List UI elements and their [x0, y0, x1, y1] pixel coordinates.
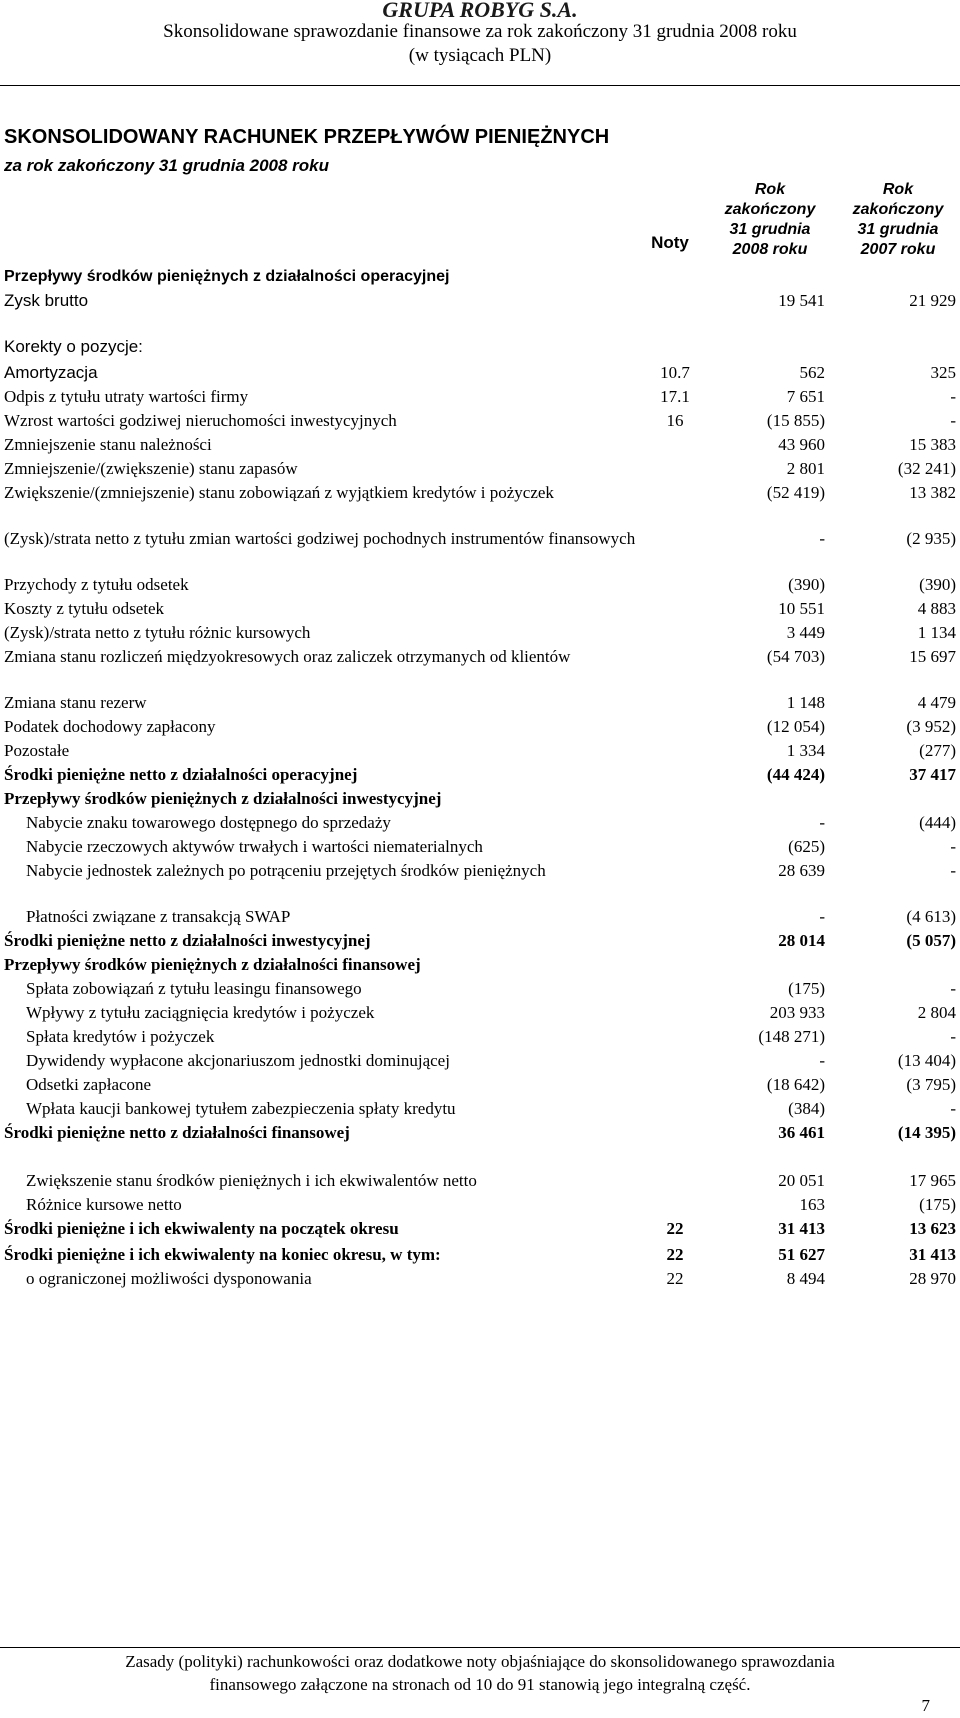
row-value-2007: (2 935) [906, 529, 956, 548]
row-label: Korekty o pozycje: [4, 337, 143, 356]
row-value-2008: - [819, 907, 825, 926]
row-value-2007: 15 697 [909, 647, 956, 666]
row-label: Zmiana stanu rezerw [4, 693, 147, 712]
column-header-2008-line: 2008 roku [732, 241, 808, 258]
row-value-2008: (54 703) [766, 647, 825, 666]
row-value-2007: 28 970 [909, 1269, 956, 1288]
row-value-2007: (14 395) [897, 1123, 956, 1142]
row-value-2007: 4 883 [917, 599, 956, 618]
row-value-2008: - [819, 529, 825, 548]
column-header-2008-line: zakończony [724, 201, 816, 218]
row-label: Przychody z tytułu odsetek [4, 575, 189, 594]
row-value-2008: 43 960 [778, 435, 825, 454]
row-value-2008: (15 855) [766, 411, 825, 430]
row-label: Pozostałe [4, 741, 70, 760]
row-value-2007: 13 382 [909, 483, 956, 502]
row-value-2008: 51 627 [778, 1245, 825, 1264]
row-value-2008: 1 148 [786, 693, 825, 712]
row-value-2007: 1 134 [917, 623, 956, 642]
row-value-2007: (3 795) [906, 1075, 956, 1094]
row-note: 22 [666, 1245, 684, 1264]
row-label: Nabycie znaku towarowego dostępnego do sprzedaży [26, 813, 391, 832]
row-value-2008: (18 642) [766, 1075, 825, 1094]
row-label: Zysk brutto [4, 291, 89, 310]
row-value-2007: - [950, 861, 956, 880]
page-footer [20, 1650, 940, 1696]
row-value-2007: - [950, 1027, 956, 1046]
row-value-2007: - [950, 411, 956, 430]
row-value-2007: - [950, 837, 956, 856]
column-header-2007-line: Rok [882, 181, 914, 198]
row-label: Nabycie jednostek zależnych po potrąceniu przejętych środków pieniężnych [26, 861, 546, 880]
row-value-2007: (390) [919, 575, 956, 594]
row-label: Środki pieniężne netto z działalności finansowej [4, 1123, 350, 1142]
row-label: Zwiększenie/(zmniejszenie) stanu zobowiązań z wyjątkiem kredytów i pożyczek [4, 483, 554, 502]
footer-line-2: finansowego załączone na stronach od 10 do 91 stanowią jego integralną część. [209, 1675, 751, 1694]
report-title: SKONSOLIDOWANY RACHUNEK PRZEPŁYWÓW PIENIĘŻNYCH [4, 126, 610, 148]
row-value-2007: 325 [930, 363, 956, 382]
row-label: Spłata zobowiązań z tytułu leasingu finansowego [26, 979, 362, 998]
row-value-2008: 10 551 [778, 599, 825, 618]
row-value-2008: 3 449 [786, 623, 825, 642]
row-label: Nabycie rzeczowych aktywów trwałych i wartości niematerialnych [26, 837, 483, 856]
row-value-2008: 163 [799, 1195, 825, 1214]
row-value-2007: - [950, 979, 956, 998]
company-name: GRUPA ROBYG S.A. [382, 0, 578, 22]
row-value-2008: - [819, 1051, 825, 1070]
row-value-2008: 7 651 [786, 387, 825, 406]
column-header-2007-line: 31 grudnia [857, 221, 939, 238]
row-value-2008: (52 419) [766, 483, 825, 502]
row-label: Koszty z tytułu odsetek [4, 599, 165, 618]
row-label: Spłata kredytów i pożyczek [26, 1027, 215, 1046]
row-value-2007: 15 383 [909, 435, 956, 454]
currency-units: (w tysiącach PLN) [408, 45, 552, 66]
row-label: Przepływy środków pieniężnych z działalności finansowej [4, 955, 421, 974]
row-value-2008: - [819, 813, 825, 832]
row-value-2008: 8 494 [786, 1269, 825, 1288]
row-value-2008: 203 933 [769, 1003, 825, 1022]
row-label: Podatek dochodowy zapłacony [4, 717, 216, 736]
column-header-2007 [838, 180, 958, 260]
report-period: za rok zakończony 31 grudnia 2008 roku [4, 156, 330, 175]
row-label: Wzrost wartości godziwej nieruchomości inwestycyjnych [4, 411, 397, 430]
row-value-2007: (3 952) [906, 717, 956, 736]
row-value-2007: - [950, 1099, 956, 1118]
row-note: 10.7 [660, 363, 690, 382]
row-label: Wpływy z tytułu zaciągnięcia kredytów i pożyczek [26, 1003, 375, 1022]
footer-divider [0, 1647, 960, 1648]
row-note: 22 [666, 1269, 684, 1288]
row-value-2007: 2 804 [917, 1003, 956, 1022]
row-value-2008: 19 541 [778, 291, 825, 310]
row-label: Wpłata kaucji bankowej tytułem zabezpieczenia spłaty kredytu [26, 1099, 456, 1118]
row-value-2007: (5 057) [906, 931, 956, 950]
row-label: Zwiększenie stanu środków pieniężnych i ich ekwiwalentów netto [26, 1171, 477, 1190]
row-label: Środki pieniężne i ich ekwiwalenty na koniec okresu, w tym: [4, 1245, 441, 1264]
page-header [0, 0, 960, 68]
row-value-2008: 28 639 [778, 861, 825, 880]
row-label: (Zysk)/strata netto z tytułu zmian wartości godziwej pochodnych instrumentów finansowych [4, 529, 636, 548]
row-value-2008: 20 051 [778, 1171, 825, 1190]
row-value-2007: 31 413 [909, 1245, 956, 1264]
row-value-2007: 37 417 [909, 765, 956, 784]
row-note: 22 [666, 1219, 684, 1238]
row-value-2008: (12 054) [766, 717, 825, 736]
column-header-2008-line: Rok [754, 181, 786, 198]
column-header-2007-line: 2007 roku [860, 241, 936, 258]
page-number: 7 [921, 1696, 930, 1715]
row-value-2007: 4 479 [917, 693, 956, 712]
row-label: Amortyzacja [4, 363, 98, 382]
row-value-2007: 21 929 [909, 291, 956, 310]
column-header-2008 [710, 180, 830, 260]
row-value-2007: 17 965 [909, 1171, 956, 1190]
row-label: Środki pieniężne i ich ekwiwalenty na początek okresu [4, 1219, 399, 1238]
row-value-2008: 36 461 [778, 1123, 825, 1142]
row-value-2007: (13 404) [897, 1051, 956, 1070]
row-label: Przepływy środków pieniężnych z działalności inwestycyjnej [4, 789, 442, 808]
row-value-2008: (390) [788, 575, 825, 594]
row-value-2008: (625) [788, 837, 825, 856]
column-header-2007-line: zakończony [852, 201, 944, 218]
row-label: (Zysk)/strata netto z tytułu różnic kursowych [4, 623, 311, 642]
row-label: Zmniejszenie/(zwiększenie) stanu zapasów [4, 459, 298, 478]
header-divider [0, 85, 960, 86]
row-label: Płatności związane z transakcją SWAP [26, 907, 291, 926]
row-value-2008: (44 424) [766, 765, 825, 784]
row-label: Środki pieniężne netto z działalności inwestycyjnej [4, 931, 371, 950]
row-label: Przepływy środków pieniężnych z działalności operacyjnej [4, 268, 450, 285]
row-value-2007: (277) [919, 741, 956, 760]
row-value-2008: (148 271) [758, 1027, 825, 1046]
row-value-2008: 1 334 [786, 741, 825, 760]
footer-line-1: Zasady (polityki) rachunkowości oraz dodatkowe noty objaśniające do skonsolidowanego sprawozdania [125, 1652, 835, 1671]
row-label: Zmiana stanu rozliczeń międzyokresowych oraz zaliczek otrzymanych od klientów [4, 647, 571, 666]
column-header-2008-line: 31 grudnia [729, 221, 811, 238]
row-label: o ograniczonej możliwości dysponowania [26, 1269, 312, 1288]
row-label: Różnice kursowe netto [26, 1195, 182, 1214]
row-label: Zmniejszenie stanu należności [4, 435, 212, 454]
row-value-2007: (175) [919, 1195, 956, 1214]
row-value-2007: (4 613) [906, 907, 956, 926]
notes-column-header: Noty [651, 233, 689, 252]
row-value-2008: 28 014 [778, 931, 825, 950]
row-value-2007: (444) [919, 813, 956, 832]
row-value-2008: 31 413 [778, 1219, 825, 1238]
row-label: Odsetki zapłacone [26, 1075, 152, 1094]
row-value-2008: 562 [799, 363, 825, 382]
statement-subtitle: Skonsolidowane sprawozdanie finansowe za rok zakończony 31 grudnia 2008 roku [163, 21, 797, 42]
row-label: Dywidendy wypłacone akcjonariuszom jednostki dominującej [26, 1051, 450, 1070]
row-value-2008: (384) [788, 1099, 825, 1118]
row-label: Odpis z tytułu utraty wartości firmy [4, 387, 249, 406]
row-note: 16 [666, 411, 684, 430]
row-value-2008: 2 801 [786, 459, 825, 478]
row-label: Środki pieniężne netto z działalności operacyjnej [4, 765, 358, 784]
row-value-2007: - [950, 387, 956, 406]
row-value-2007: 13 623 [909, 1219, 956, 1238]
row-value-2008: (175) [788, 979, 825, 998]
row-value-2007: (32 241) [897, 459, 956, 478]
row-note: 17.1 [660, 387, 690, 406]
